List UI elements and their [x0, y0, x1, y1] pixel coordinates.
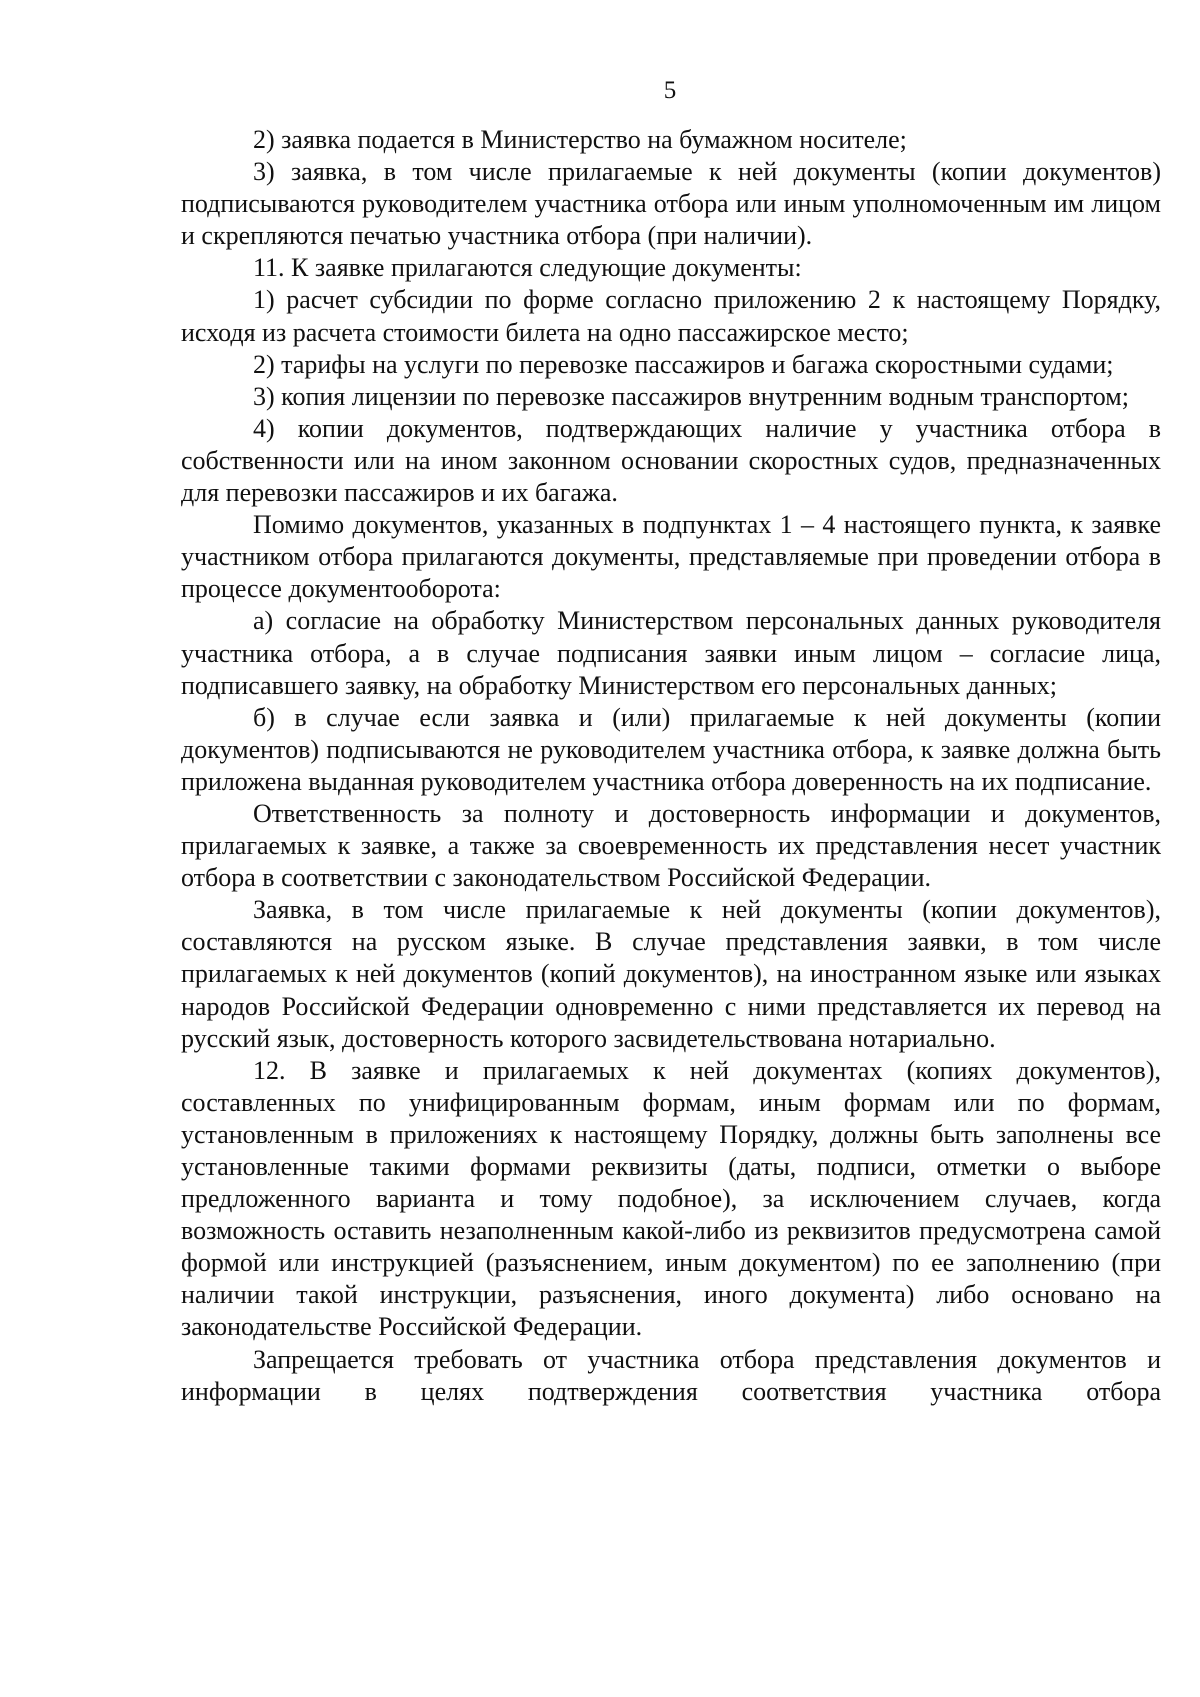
page-number: 5 — [663, 77, 677, 104]
paragraph-language: Заявка, в том числе прилагаемые к ней документы (копии документов), составляются на русском языке. В случае представления заявки, в том числе прилагаемых к ней документов (копий документов), на иностранном языке или языках народов Российской Федерации одновременно с ними представляется их перевод на русский язык, достоверность которого засвидетельствована нотариально. — [181, 895, 1161, 1053]
paragraph-item-2-submission: 2) заявка подается в Министерство на бумажном носителе; — [253, 125, 907, 154]
paragraph-prohibition: Запрещается требовать от участника отбора представления документов и информации в целях подтверждения соответствия участника отбора — [181, 1344, 1161, 1406]
paragraph-item-3-signature: 3) заявка, в том числе прилагаемые к ней документы (копии документов) подписываются руководителем участника отбора или иным уполномоченным им лицом и скрепляются печатью участника отбора (при наличии). — [181, 157, 1161, 251]
paragraph-clause-11: 11. К заявке прилагаются следующие документы: — [253, 253, 802, 283]
paragraph-doc-3-license: 3) копия лицензии по перевозке пассажиров внутренним водным транспортом; — [253, 381, 1129, 411]
paragraph-item-a-consent: а) согласие на обработку Министерством персональных данных руководителя участника отбора, а в случае подписания заявки иным лицом – согласие лица, подписавшего заявку, на обработку Министерством его персональных данных; — [181, 606, 1161, 700]
paragraph-additional-docs: Помимо документов, указанных в подпунктах 1 – 4 настоящего пункта, к заявке участником отбора прилагаются документы, представляемые при проведении отбора в процессе документооборота: — [181, 510, 1161, 604]
document-body — [181, 124, 1161, 1408]
paragraph-doc-4-vessels: 4) копии документов, подтверждающих наличие у участника отбора в собственности или на ином законном основании скоростных судов, предназначенных для перевозки пассажиров и их багажа. — [181, 413, 1161, 508]
paragraph-item-b-power-of-attorney: б) в случае если заявка и (или) прилагаемые к ней документы (копии документов) подписываются не руководителем участника отбора, к заявке должна быть приложена выданная руководителем участника отбора доверенность на их подписание. — [181, 702, 1161, 796]
paragraph-responsibility: Ответственность за полноту и достоверность информации и документов, прилагаемых к заявке, а также за своевременность их представления несет участник отбора в соответствии с законодательством Российской Федерации. — [181, 798, 1161, 893]
paragraph-doc-1-subsidy-calc: 1) расчет субсидии по форме согласно приложению 2 к настоящему Порядку, исходя из расчета стоимости билета на одно пассажирское место; — [181, 285, 1161, 347]
paragraph-clause-12: 12. В заявке и прилагаемых к ней документах (копиях документов), составленных по унифицированным формам, иным формам или по формам, установленным в приложениях к настоящему Порядку, должны быть заполнены все установленные такими формами реквизиты (даты, подписи, отметки о выборе предложенного варианта и тому подобное), за исключением случаев, когда возможность оставить незаполненным какой-либо из реквизитов предусмотрена самой формой или инструкцией (разъяснением, иным документом) по ее заполнению (при наличии такой инструкции, разъяснения, иного документа) либо основано на законодательстве Российской Федерации. — [181, 1055, 1161, 1342]
paragraph-doc-2-tariffs: 2) тарифы на услуги по перевозке пассажиров и багажа скоростными судами; — [253, 349, 1114, 379]
